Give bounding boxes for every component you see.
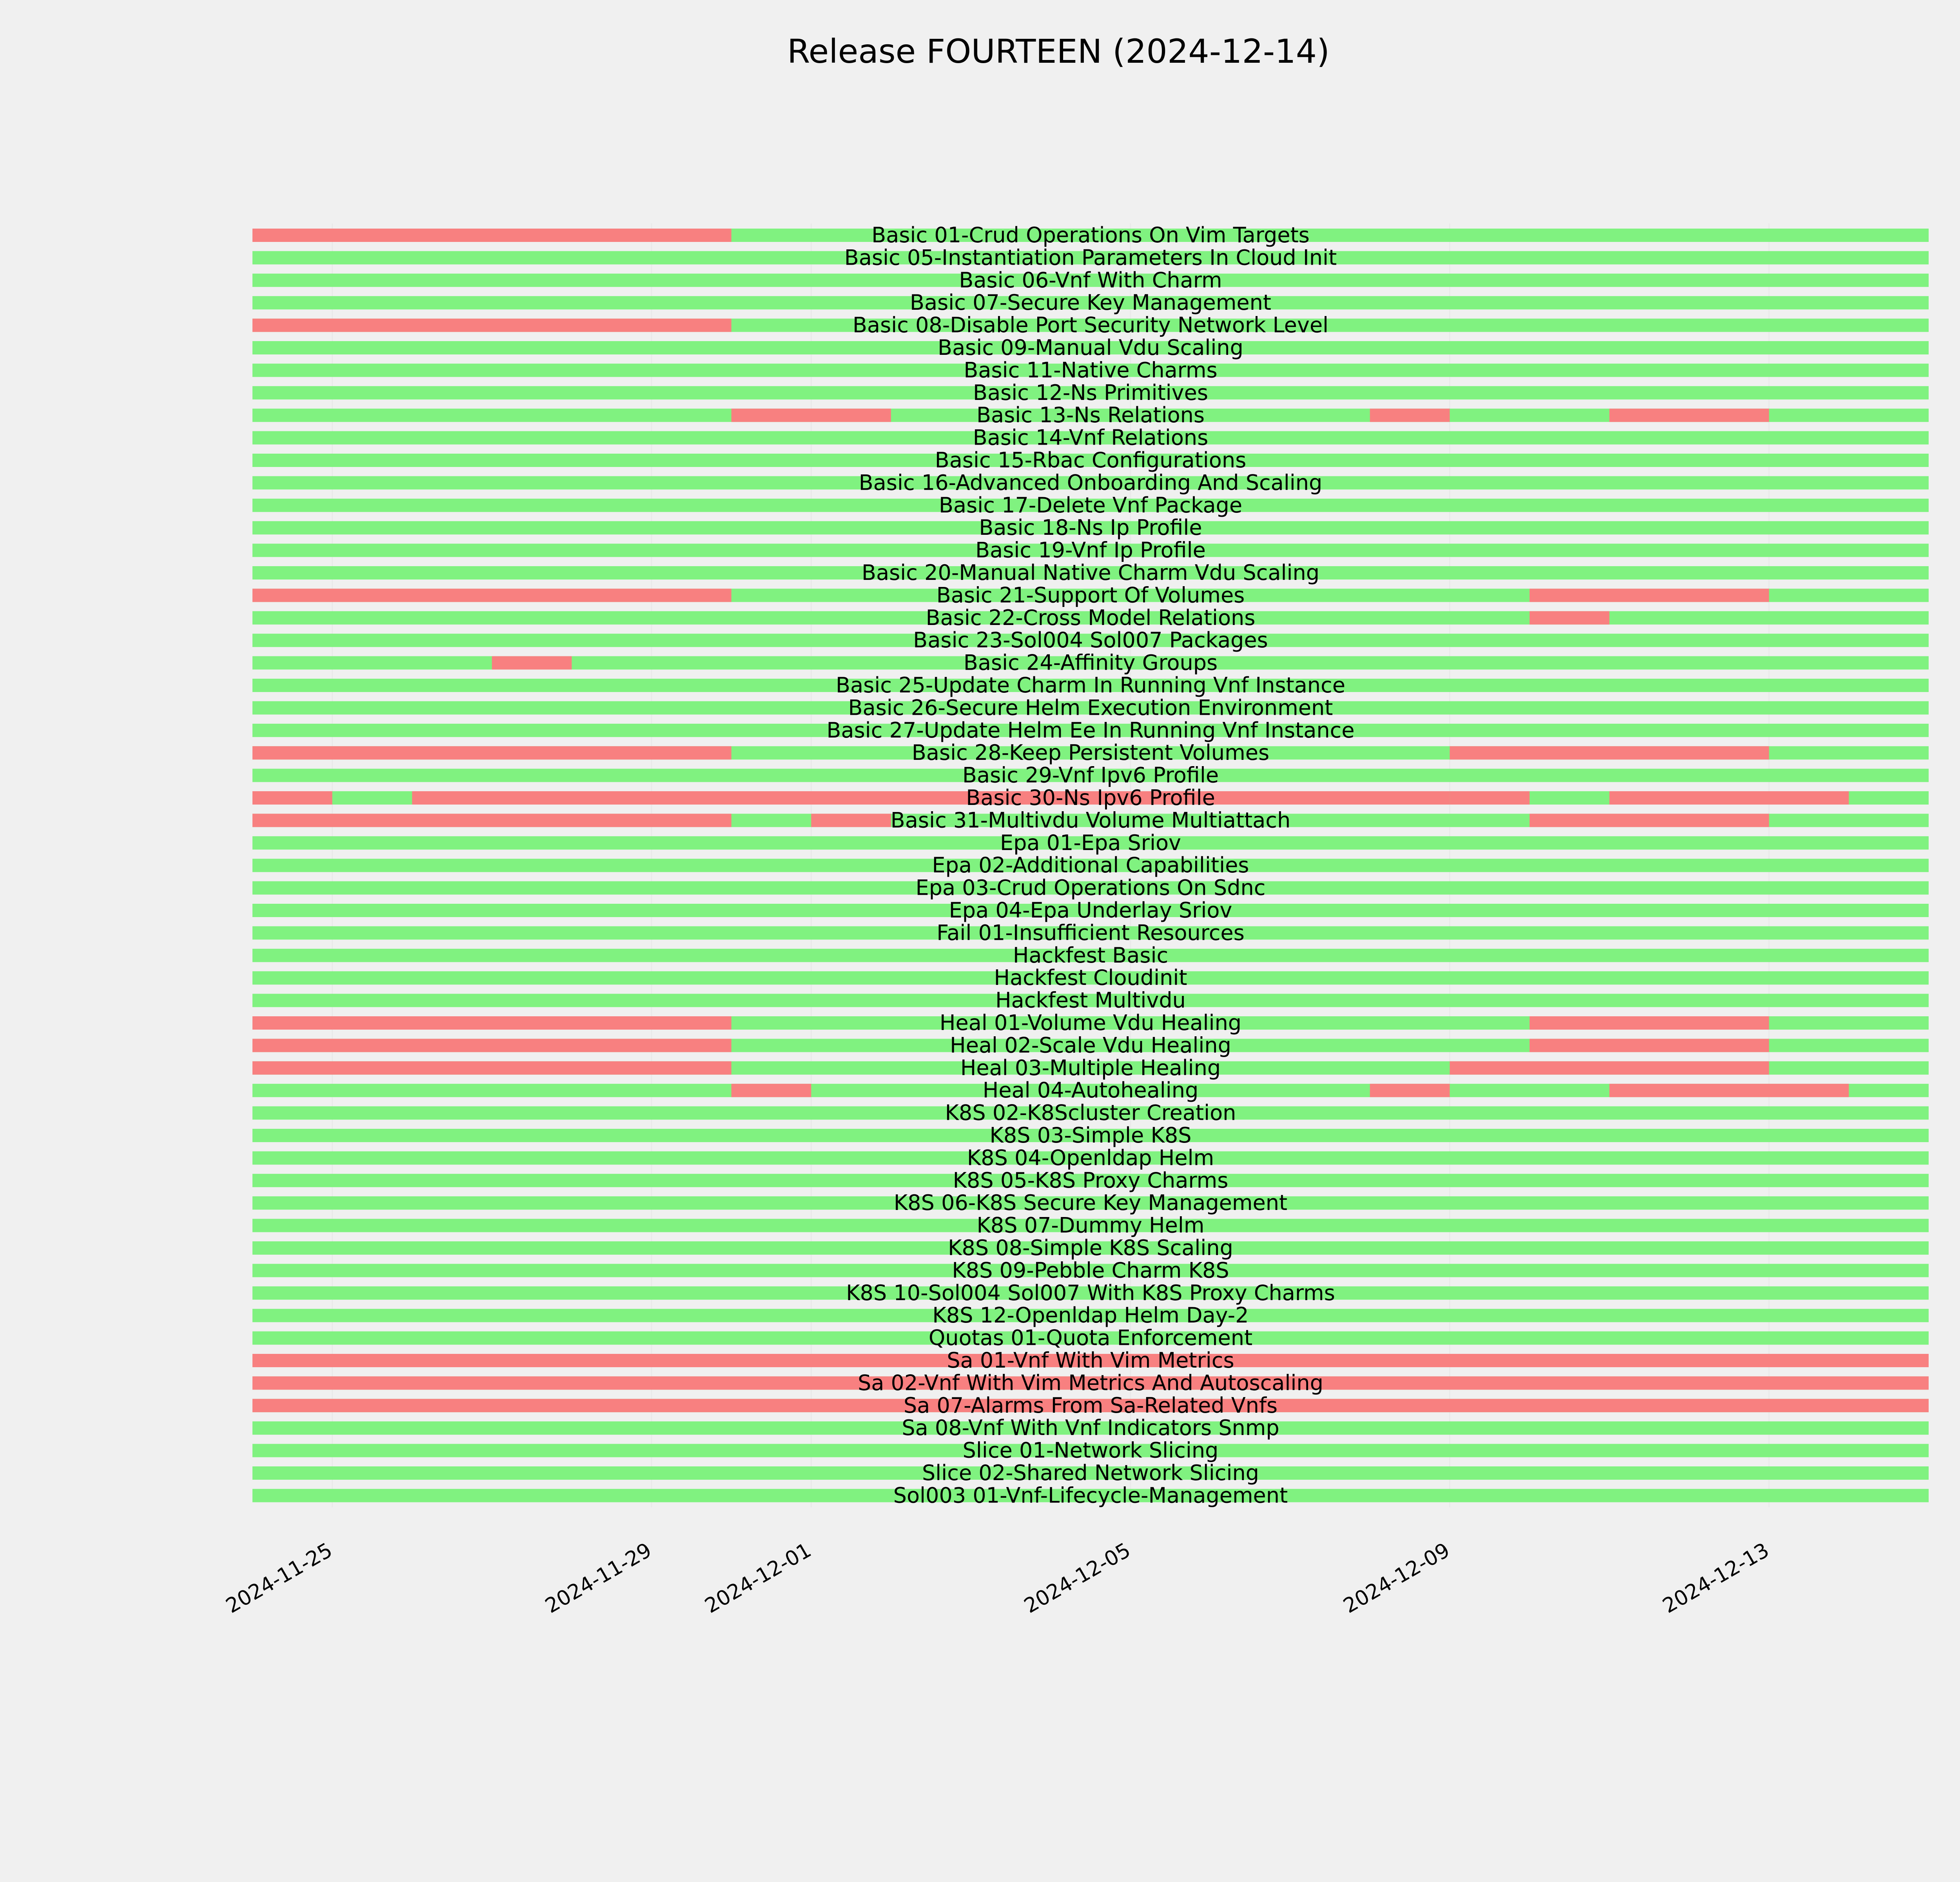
fail-bar (731, 1084, 811, 1097)
row-label: Sa 08-Vnf With Vnf Indicators Snmp (902, 1415, 1279, 1441)
fail-bar (1530, 589, 1769, 602)
row-label: K8S 07-Dummy Helm (976, 1213, 1205, 1238)
fail-bar (1610, 1084, 1849, 1097)
fail-bar (1370, 409, 1450, 422)
row-label: Basic 19-Vnf Ip Profile (975, 538, 1206, 563)
row-label: K8S 04-Openldap Helm (967, 1145, 1214, 1170)
row-label: K8S 10-Sol004 Sol007 With K8S Proxy Charms (846, 1280, 1335, 1305)
fail-bar (492, 656, 572, 670)
row-label: Basic 26-Secure Helm Execution Environment (848, 695, 1333, 720)
row-label: Basic 27-Update Helm Ee In Running Vnf Instance (826, 718, 1355, 743)
x-tick-label: 2024-12-13 (1659, 1538, 1773, 1618)
fail-bar (1450, 746, 1769, 759)
row-label: Heal 04-Autohealing (982, 1078, 1199, 1103)
fail-bar (1530, 1016, 1769, 1030)
x-tick-label: 2024-12-09 (1339, 1538, 1454, 1618)
row-label: Basic 31-Multivdu Volume Multiattach (890, 808, 1291, 833)
row-label: K8S 12-Openldap Helm Day-2 (932, 1303, 1249, 1328)
fail-bar (731, 409, 891, 422)
row-label: Epa 01-Epa Sriov (1000, 830, 1181, 855)
fail-bar (1610, 409, 1769, 422)
row-label: Basic 05-Instantiation Parameters In Cloud Init (844, 245, 1337, 270)
row-label: Basic 21-Support Of Volumes (936, 583, 1245, 608)
fail-bar (1370, 1084, 1450, 1097)
fail-bar (1450, 1061, 1769, 1075)
row-label: Basic 06-Vnf With Charm (959, 267, 1222, 292)
row-label: Basic 15-Rbac Configurations (935, 448, 1247, 472)
row-label: Basic 29-Vnf Ipv6 Profile (962, 763, 1219, 788)
fail-bar (252, 319, 731, 332)
x-tick-label: 2024-12-01 (701, 1538, 815, 1618)
row-label: Basic 11-Native Charms (964, 358, 1218, 383)
row-label: Basic 22-Cross Model Relations (926, 605, 1256, 630)
row-label: Sa 01-Vnf With Vim Metrics (947, 1348, 1234, 1373)
row-label: K8S 02-K8Scluster Creation (945, 1100, 1236, 1125)
fail-bar (1610, 791, 1849, 805)
row-label: Slice 02-Shared Network Slicing (922, 1461, 1259, 1485)
row-label: Hackfest Basic (1013, 943, 1169, 968)
row-label: Slice 01-Network Slicing (962, 1438, 1219, 1463)
fail-bar (252, 791, 332, 805)
row-label: Basic 08-Disable Port Security Network Level (852, 312, 1329, 338)
fail-bar (811, 814, 891, 827)
x-tick-label: 2024-12-05 (1020, 1538, 1135, 1618)
row-label: Basic 28-Keep Persistent Volumes (911, 740, 1270, 765)
row-label: Basic 09-Manual Vdu Scaling (938, 335, 1243, 360)
fail-bar (252, 1016, 731, 1030)
row-label: Quotas 01-Quota Enforcement (928, 1325, 1253, 1350)
row-label: Basic 13-Ns Relations (976, 403, 1205, 428)
chart-title: Release FOURTEEN (2024-12-14) (787, 32, 1330, 71)
fail-bar (252, 589, 731, 602)
row-label: Sa 02-Vnf With Vim Metrics And Autoscaling (858, 1370, 1323, 1395)
row-label: Basic 14-Vnf Relations (973, 425, 1209, 450)
row-label: Basic 07-Secure Key Management (910, 290, 1271, 315)
row-label: Hackfest Cloudinit (994, 965, 1187, 990)
row-label: Epa 03-Crud Operations On Sdnc (915, 875, 1266, 900)
fail-bar (252, 814, 731, 827)
fail-bar (1530, 611, 1610, 625)
row-label: K8S 09-Pebble Charm K8S (952, 1258, 1229, 1283)
x-tick-label: 2024-11-25 (222, 1538, 337, 1618)
fail-bar (412, 791, 1450, 805)
fail-bar (1450, 791, 1530, 805)
row-label: K8S 05-K8S Proxy Charms (953, 1168, 1229, 1193)
row-label: Basic 01-Crud Operations On Vim Targets (871, 223, 1310, 247)
row-label: Heal 01-Volume Vdu Healing (939, 1010, 1242, 1035)
row-label: Heal 03-Multiple Healing (960, 1055, 1221, 1080)
row-label: K8S 08-Simple K8S Scaling (948, 1235, 1233, 1260)
x-axis-tick-labels (222, 1539, 1773, 1618)
fail-bar (252, 746, 731, 759)
fail-bar (252, 1061, 731, 1075)
row-label: Heal 02-Scale Vdu Healing (950, 1033, 1231, 1058)
row-label: Basic 18-Ns Ip Profile (979, 515, 1202, 540)
row-label: Basic 20-Manual Native Charm Vdu Scaling (862, 560, 1319, 585)
row-label: K8S 03-Simple K8S (989, 1123, 1192, 1148)
row-label: Basic 24-Affinity Groups (963, 650, 1218, 675)
row-label: Fail 01-Insufficient Resources (936, 920, 1245, 945)
row-label: Basic 12-Ns Primitives (973, 380, 1208, 405)
fail-bar (1530, 814, 1769, 827)
row-label: Epa 02-Additional Capabilities (932, 853, 1249, 878)
row-label: Basic 25-Update Charm In Running Vnf Instance (836, 673, 1345, 698)
row-label: Basic 17-Delete Vnf Package (938, 492, 1243, 518)
fail-bar (1530, 1039, 1769, 1052)
row-label: Basic 30-Ns Ipv6 Profile (966, 785, 1215, 810)
row-label: Epa 04-Epa Underlay Sriov (949, 898, 1232, 923)
x-tick-label: 2024-11-29 (541, 1538, 656, 1618)
fail-bar (252, 1039, 731, 1052)
row-label: K8S 06-K8S Secure Key Management (893, 1190, 1288, 1215)
row-label: Sol003 01-Vnf-Lifecycle-Management (893, 1483, 1288, 1508)
row-label: Basic 16-Advanced Onboarding And Scaling (858, 470, 1323, 495)
row-label: Basic 23-Sol004 Sol007 Packages (913, 628, 1268, 653)
fail-bar (252, 229, 731, 242)
row-label: Sa 07-Alarms From Sa-Related Vnfs (903, 1393, 1278, 1418)
row-label: Hackfest Multivdu (995, 988, 1186, 1013)
